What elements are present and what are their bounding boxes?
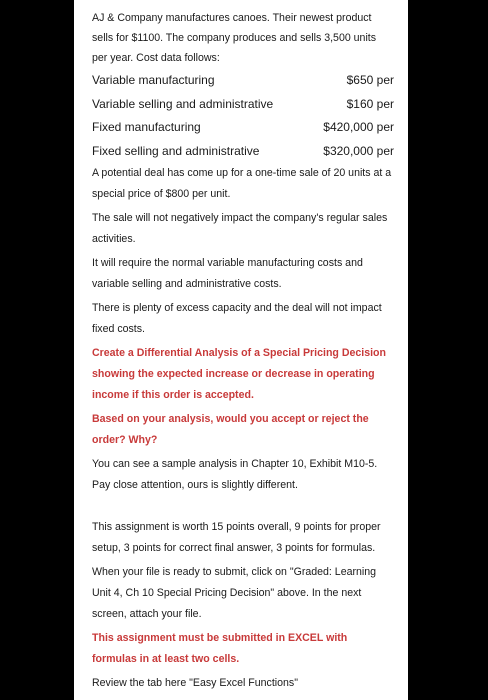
cost-row	[92, 69, 394, 93]
cost-label: Variable manufacturing	[92, 73, 215, 87]
cost-row	[92, 93, 394, 117]
excel-requirement: This assignment must be submitted in EXCEL with formulas in at least two cells.	[92, 632, 348, 665]
assignment-content	[92, 8, 394, 694]
cost-row	[92, 116, 394, 140]
submit-instructions: When your file is ready to submit, click on "Graded: Learning Unit 4, Ch 10 Special Pricing Decision" above. In the next screen, attach your file.	[92, 566, 377, 620]
question-instruction: Based on your analysis, would you accept or reject the order? Why?	[92, 413, 369, 446]
deal-text: A potential deal has come up for a one-time sale of 20 units at a special price of $800 per unit.	[92, 167, 392, 200]
assignment-page	[74, 0, 408, 700]
cost-label: Fixed selling and administrative	[92, 143, 260, 158]
cost-amount: $420,000 per	[323, 120, 394, 134]
cost-label: Fixed manufacturing	[92, 120, 201, 134]
variable-costs-text: It will require the normal variable manufacturing costs and variable selling and administrative costs.	[92, 257, 363, 290]
capacity-text: There is plenty of excess capacity and the deal will not impact fixed costs.	[92, 302, 382, 335]
cost-row	[92, 140, 394, 164]
cost-label: Variable selling and administrative	[92, 96, 274, 111]
cost-amount: $650 per	[346, 73, 394, 87]
cost-amount: $160 per	[346, 96, 394, 111]
cost-amount: $320,000 per	[323, 143, 394, 158]
no-impact-text: The sale will not negatively impact the company's regular sales activities.	[92, 212, 388, 245]
review-tab-text: Review the tab here "Easy Excel Functions"	[92, 677, 298, 689]
sample-reference-text: You can see a sample analysis in Chapter 10, Exhibit M10-5. Pay close attention, ours is slightly different.	[92, 458, 378, 491]
points-text: This assignment is worth 15 points overall, 9 points for proper setup, 3 points for correct final answer, 3 points for formulas.	[92, 521, 381, 554]
cost-data-table	[92, 69, 394, 163]
intro-text: AJ & Company manufactures canoes. Their newest product sells for $1100. The company produces and sells 3,500 units per year. Cost data follows:	[92, 12, 377, 64]
task-instruction: Create a Differential Analysis of a Special Pricing Decision showing the expected increase or decrease in operating income if this order is accepted.	[92, 347, 386, 401]
